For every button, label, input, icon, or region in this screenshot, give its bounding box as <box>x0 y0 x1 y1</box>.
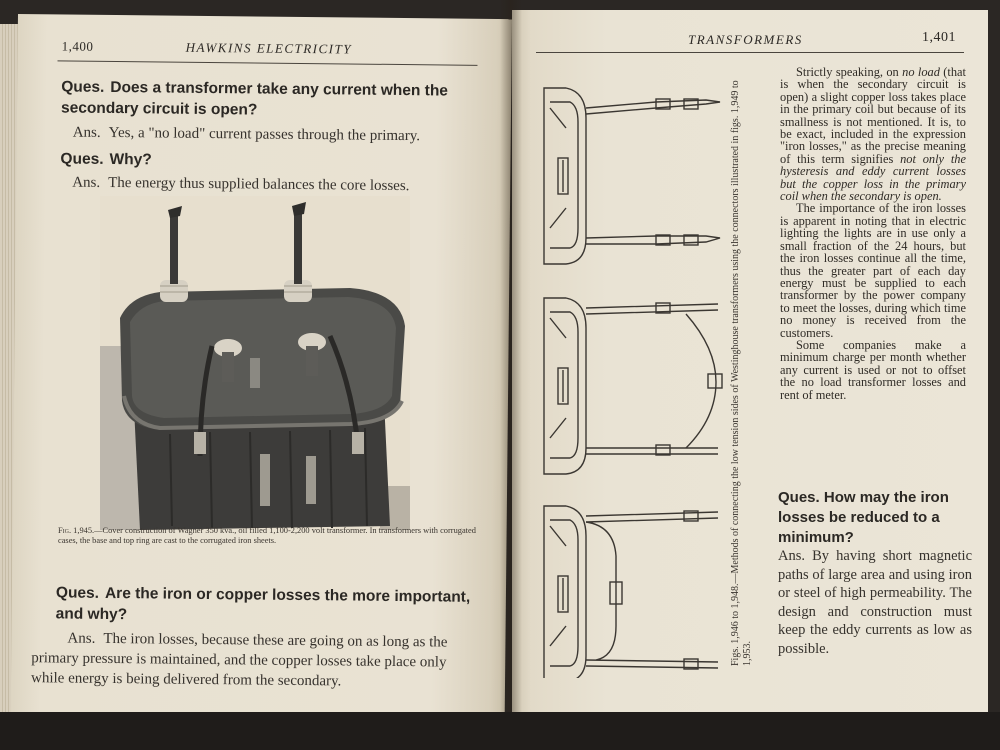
diagram-3 <box>544 506 718 678</box>
question-label: Ques. <box>60 150 104 168</box>
answer-label: Ans. <box>72 124 101 141</box>
table-surface <box>0 712 1000 750</box>
question-text: Why? <box>109 150 152 169</box>
answer-1 <box>73 123 493 147</box>
question-1 <box>61 76 481 122</box>
question-label: Ques. <box>61 78 105 96</box>
sidebar-paragraph-3: Some companies make a minimum charge per month whether any current is used or not to offset the no load transformer losses and rent of meter. <box>780 337 966 402</box>
answer-label: Ans. <box>72 174 101 191</box>
answer-text: The iron losses, because these are going on as long as the primary pressure is maintained, and the copper losses take place only while energy is being delivered from the secondary. <box>30 630 448 690</box>
transformer-illustration <box>100 196 410 530</box>
question-3 <box>56 582 476 628</box>
answer-label: Ans. <box>67 630 96 647</box>
question-label: Ques. <box>778 489 820 506</box>
connector-diagrams <box>536 78 746 678</box>
answer-text: By having short magnetic paths of large area and using iron or steel of high permeability. The design and construction must keep the eddy currents as low as possible. <box>778 548 973 657</box>
answer-label: Ans. <box>778 548 805 564</box>
question-4 <box>778 488 974 548</box>
answer-2 <box>72 173 492 197</box>
right-page-number: 1,401 <box>922 30 956 45</box>
sidebar-paragraph-2: The importance of the iron losses is apparent in noting that in electric lighting the lights are in use only a small fraction of the 24 hours, but the iron losses continue all the time, thus the greater part of each day energy must be supplied to each transformer by the power company to meet the losses, during which time no money is received from the customers. <box>780 201 966 340</box>
sidebar-note <box>780 66 966 401</box>
header-rule <box>58 60 478 65</box>
header-rule <box>536 52 964 53</box>
sidebar-italic-run: not only the hysteresis and eddy current losses but the copper loss in the primary coil when the secondary is open. <box>780 151 966 204</box>
question-text: Does a transformer take any current when the secondary circuit is open? <box>60 78 449 119</box>
figure-caption <box>58 526 478 546</box>
vertical-figure-caption: Figs. 1,946 to 1,948.—Methods of connecting the low tension sides of Westinghouse transformers using the connectors illustrated in figs. 1,949 to 1,953. <box>730 80 753 666</box>
answer-4 <box>778 547 972 659</box>
diagram-2 <box>544 298 722 474</box>
answer-text: Yes, a "no load" current passes through the primary. <box>108 124 421 145</box>
answer-text: The energy thus supplied balances the core losses. <box>108 174 410 195</box>
diagram-1 <box>544 88 720 264</box>
sidebar-text-run: Strictly speaking, on <box>796 65 899 79</box>
question-label: Ques. <box>55 584 100 602</box>
question-text: Are the iron or copper losses the more important, and why? <box>55 584 471 624</box>
transformer-connection-drawings <box>536 78 746 678</box>
question-2 <box>60 148 480 173</box>
left-page-number: 1,400 <box>61 38 94 54</box>
right-running-title: TRANSFORMERS <box>688 32 803 47</box>
sidebar-paragraph-1 <box>780 66 966 202</box>
answer-3 <box>31 628 472 693</box>
book-gutter <box>500 0 522 750</box>
sidebar-text-run: (that is when the secondary circuit is open) a slight copper loss takes place in the primary coil but because of its smallness is not mentioned. It is, to be exact, included in the expression "iron losses," as the precise meaning of this term signifies <box>780 65 966 166</box>
left-running-title: HAWKINS ELECTRICITY <box>185 39 353 57</box>
transformer-photo <box>100 196 410 530</box>
figure-number: Fig. 1,945. <box>58 526 95 535</box>
sidebar-italic-run: no load <box>902 65 940 79</box>
figure-caption-text: —Cover construction of Wagner 350 kva., oil filled 1,100-2,200 volt transformer. In transformers with corrugated cases, the base and top ring are cast to the corrugated iron sheets. <box>58 526 476 545</box>
question-text: How may the iron losses be reduced to a minimum? <box>778 489 949 546</box>
